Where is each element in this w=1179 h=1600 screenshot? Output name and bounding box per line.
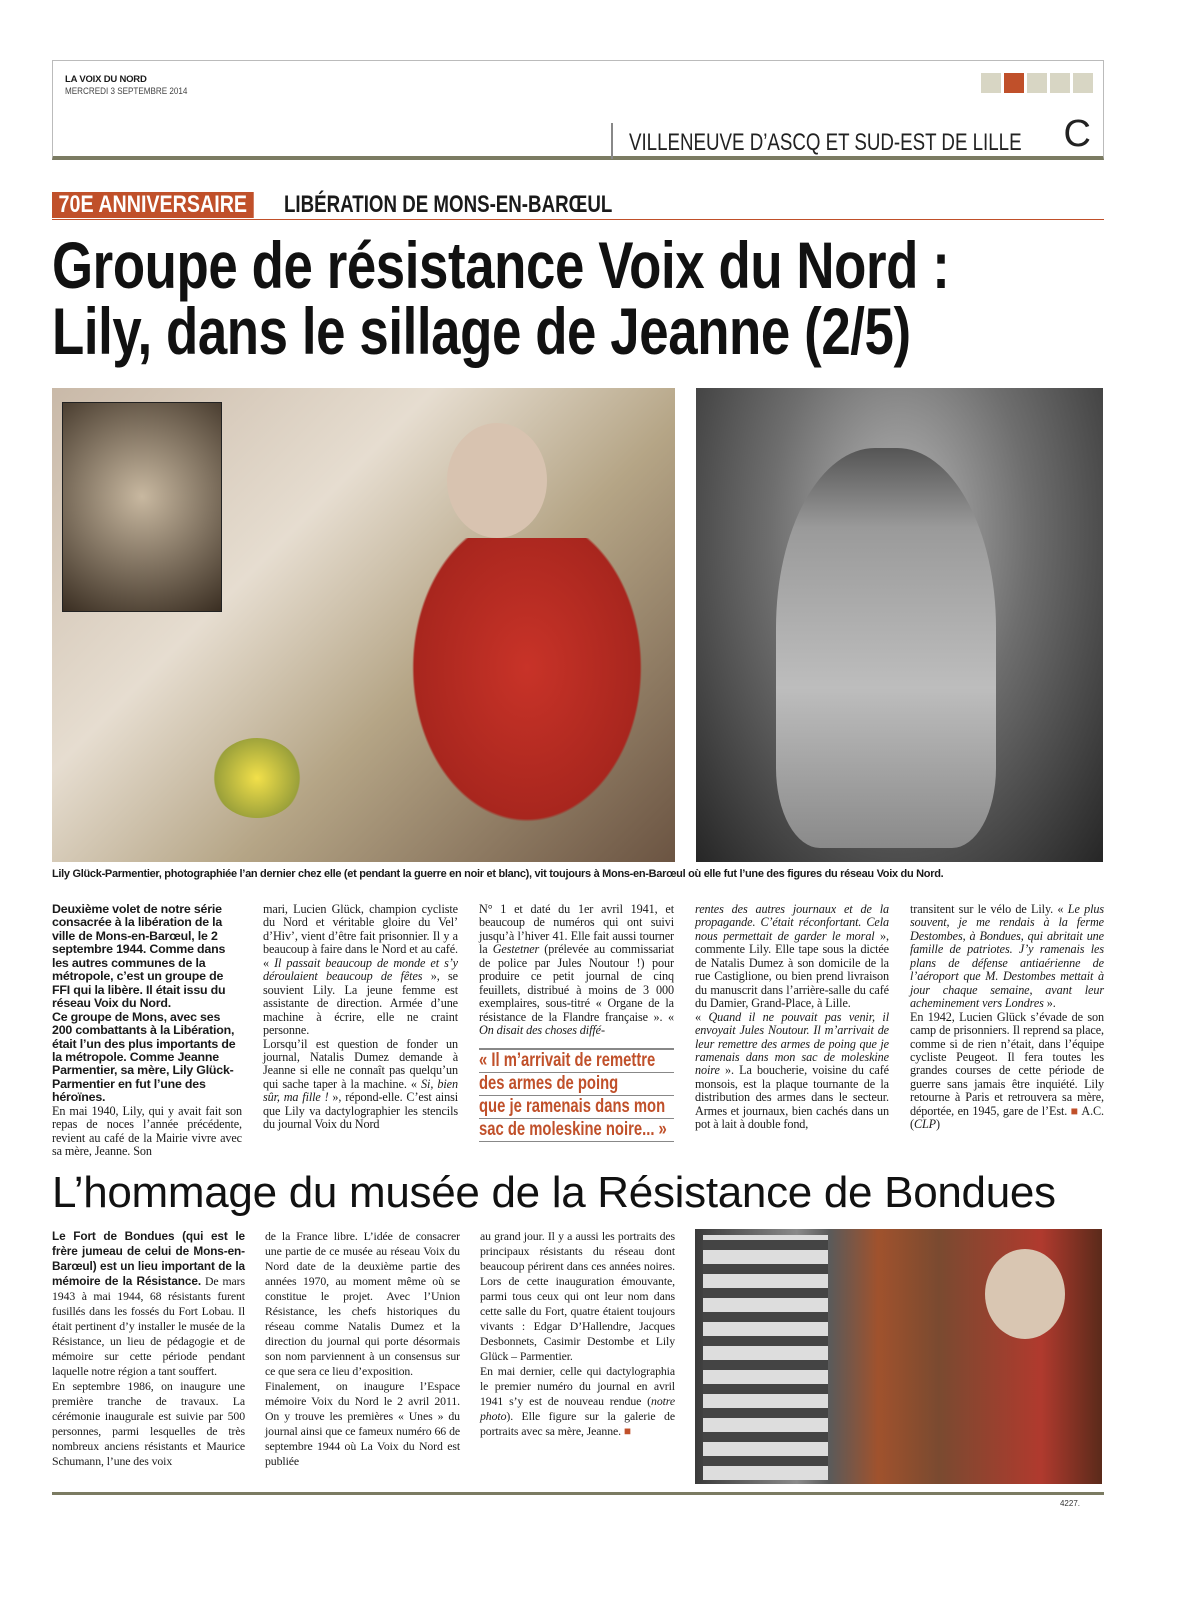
articles [52, 903, 1104, 1509]
quote-italic: rentes des autres journaux et de la propagande. C’était réconfortant. Cela nous permettait de garder le moral [695, 902, 889, 943]
portrait-gallery [703, 1235, 828, 1480]
photo-lily-wartime [696, 388, 1103, 862]
kicker-topic: LIBÉRATION DE MONS-EN-BARŒUL [284, 191, 613, 218]
section-letter: C [1063, 113, 1091, 155]
photo-lily-today [52, 388, 675, 862]
section-title: VILLENEUVE D’ASCQ ET SUD-EST DE LILLE [629, 129, 1022, 156]
paragraph: au grand jour. Il y a aussi les portraits des principaux résistants du réseau dont beaucoup périrent dans ces années noires. Lors de cette inauguration émouvante, parmi tous ceux qui ont leur nom dans cette salle du Fort, quatre étaient toujours vivants : Edgar D’Hallendre, Jacques Desbonnets, Casimir Destombe et Lily Glück – Parmentier. [480, 1228, 675, 1363]
article-column [52, 1229, 245, 1469]
pull-quote-line [479, 1096, 674, 1119]
newspaper-name: LA VOIX DU NORD [65, 74, 147, 85]
pull-quote-text: des armes de poing [479, 1072, 619, 1094]
pull-quote-text: que je ramenais dans mon [479, 1095, 666, 1117]
end-mark-icon: ■ [1070, 1103, 1079, 1118]
article-column [695, 903, 889, 1132]
paragraph: de la France libre. L’idée de consacrer une partie de ce musée au réseau Voix du Nord date de la deuxième partie des années 1970, au moment même où se constitue le projet. Avec l’Union Résistance, les chefs historiques du réseau comme Natalis Dumez et la direction du journal qui porte désormais son nom parviennent à un consensus sur ce que sera ce lieu d’exposition. [265, 1228, 460, 1378]
paragraph: En 1942, Lucien Glück s’évade de son camp de prisonniers. Il reprend sa place, comme si de rien n’était, dans l’équipe cycliste Peugeot. Il fera toutes les grandes courses de cette période de guerre sans jamais être inquiété. Lily retourne à Paris et retrouvera sa mère, déportée, en 1945, gare de l’Est. ■ A.C. (CLP) [910, 1009, 1104, 1132]
second-article-body [52, 1229, 1104, 1484]
quote-italic: Le plus souvent, je me rendais à la ferme Destombes, à Bondues, qui abritait une famille de patriotes. J’y ramenais les plans de défense antiaérienne de l’aéroport que M. Destombes mettait à jour chaque semaine, avant leur acheminement vers Londres [910, 902, 1104, 1011]
kicker-tag: 70E ANNIVERSAIRE [52, 192, 254, 218]
article-column [265, 1229, 460, 1469]
second-headline: L’hommage du musée de la Résistance de Bondues [52, 1167, 1056, 1217]
quote-italic: CLP [913, 1117, 937, 1132]
paragraph: N° 1 et daté du 1er avril 1941, et beaucoup de numéros qui ont suivi jusqu’à l’hiver 41. Elle fait aussi tourner la Gestetner (prélevée au commissariat de police par Jules Noutour !) pour produire ce petit journal de cinq feuillets, distribué à moins de 3 000 exemplaires, sous-titré « Organe de la résistance de la Flandre française ». « On disait des choses diffé- [479, 902, 675, 1038]
kicker [52, 192, 1104, 220]
article-column [263, 903, 458, 1132]
paragraph: En mai 1940, Lily, qui y avait fait son repas de noces l’année précédente, revient au café de la Mairie vivre avec sa mère, Jeanne. Son [52, 1103, 242, 1159]
paragraph: Lorsqu’il est question de fonder un journal, Natalis Dumez demande à Jeanne si elle ne connaît pas quelqu’un qui sache taper à la machine. « Si, bien sûr, ma fille ! », répond-elle. C’est ainsi que Lily va dactylographier les stencils du journal Voix du Nord [263, 1036, 459, 1132]
quote-italic: On disait des choses diffé- [479, 1023, 605, 1038]
issue-date: MERCREDI 3 SEPTEMBRE 2014 [65, 86, 188, 96]
article-column [479, 903, 674, 1038]
face [447, 423, 547, 538]
footer-rule [52, 1492, 1104, 1495]
paragraph: Le Fort de Bondues (qui est le frère jumeau de celui de Mons-en-Barœul) est un lieu important de la mémoire de la Résistance. De mars 1943 à mai 1944, 68 résistants furent fusillés dans les fossés du Fort Lobau. Il était pertinent d’y installer le musée de la Résistance, un lieu de pédagogie et de mémoire sur cette période pendant laquelle notre région a tant souffert. [52, 1228, 245, 1378]
article-column [910, 903, 1104, 1132]
article-column [52, 903, 242, 1159]
pull-quote-text: « Il m’arrivait de remettre [479, 1049, 656, 1071]
page-header [52, 60, 1104, 160]
quote-italic: notre photo [480, 1393, 675, 1423]
paragraph: mari, Lucien Glück, champion cycliste du Nord et véritable gloire du Vel’ d’Hiv’, vient d’être fait prisonnier. Il y a beaucoup à faire dans le Nord et au café. « Il passait beaucoup de monde et s’y déroulaient beaucoup de fêtes », se souvient Lily. La jeune femme est assistante de direction. Armée d’une machine à écrire, elle ne craint personne. [263, 902, 458, 1038]
portrait-inset [62, 402, 222, 612]
paragraph: Finalement, on inaugure l’Espace mémoire Voix du Nord le 2 avril 2011. On y trouve les premières « Unes » du journal ainsi que ce fameux numéro 66 de septembre 1944 où La Voix du Nord est publiée [265, 1378, 460, 1468]
headline-line-2: Lily, dans le sillage de Jeanne (2/5) [52, 294, 911, 368]
face [985, 1249, 1065, 1339]
page-code: 4227. [1059, 1498, 1080, 1508]
quote-italic: Il passait beaucoup de monde et s’y déroulaient beaucoup de fêtes [263, 955, 458, 984]
quote-italic: Si, bien sûr, ma fille ! [263, 1076, 458, 1105]
paragraph: transitent sur le vélo de Lily. « Le plus souvent, je me rendais à la ferme Destombes, à Bondues, qui abritait une famille de patriotes. J’y ramenais les plans de défense antiaérienne de l’aéroport que M. Destombes mettait à jour chaque semaine, avant leur acheminement vers Londres ». [910, 902, 1104, 1011]
article-column-with-quote [479, 903, 674, 1142]
section-indicator [981, 73, 1093, 93]
paragraph: Ce groupe de Mons, avec ses 200 combattants à la Libération, était l’un des plus importants de la métropole. Comme Jeanne Parmentier, sa mère, Lily Glück-Parmentier en fut l’une des héroïnes. [52, 1009, 236, 1105]
quote-italic: Gestetner [492, 942, 540, 957]
end-mark-icon: ■ [623, 1423, 631, 1438]
bold-lead: Le Fort de Bondues (qui est le frère jumeau de celui de Mons-en-Barœul) est un lieu important de la mémoire de la Résistance. [52, 1228, 245, 1288]
article-column [480, 1229, 675, 1439]
paragraph: rentes des autres journaux et de la propagande. C’était réconfortant. Cela nous permettait de garder le moral », commente Lily. Elle tape sous la dictée de Natalis Dumez à son domicile de la rue Castiglione, ou bien prend livraison du manuscrit dans l’arrière-salle du café du Damier, Grand-Place, à Lille. [695, 902, 889, 1011]
article-body [52, 903, 1104, 1159]
paragraph: En mai dernier, celle qui dactylographia le premier numéro du journal en avril 1941 s’y est de nouveau rendue (notre photo). Elle figure sur la galerie de portraits avec sa mère, Jeanne. ■ [480, 1363, 675, 1438]
flowers [212, 738, 302, 818]
quote-italic: Quand il ne pouvait pas venir, il envoyait Jules Noutour. Il m’arrivait de leur remettre des armes de poing que je ramenais dans mon sac de moleskine noire [695, 1009, 889, 1078]
pull-quote-line [479, 1119, 674, 1142]
paragraph: « Quand il ne pouvait pas venir, il envoyait Jules Noutour. Il m’arrivait de leur remettre des armes de poing que je ramenais dans mon sac de moleskine noire ». La boucherie, voisine du café monsois, est la plaque tournante de la distribution des armes dans le secteur. Armes et journaux, bien cachés dans un pot à lait à double fond, [695, 1009, 889, 1132]
person-figure [776, 448, 996, 848]
pull-quote-line [479, 1050, 674, 1073]
photo-caption: Lily Glück-Parmentier, photographiée l’an dernier chez elle (et pendant la guerre en noir et blanc), vit toujours à Mons-en-Barœul où elle fut l’une des figures du réseau Voix du Nord. [52, 868, 944, 880]
pull-quote-line [479, 1073, 674, 1096]
person-figure [382, 538, 672, 862]
pull-quote [479, 1048, 674, 1142]
pull-quote-text: sac de moleskine noire... » [479, 1118, 667, 1140]
paragraph: En septembre 1986, on inaugure une première tranche de travaux. La cérémonie inaugurale est suivie par 500 personnes, parmi lesquelles de très nombreux anciens résistants et Maurice Schumann, l’une des voix [52, 1378, 245, 1468]
headline-line-1: Groupe de résistance Voix du Nord : [52, 228, 950, 302]
paragraph: Deuxième volet de notre série consacrée à la libération de la ville de Mons-en-Barœul, le 2 septembre 1944. Comme dans les autres communes de la métropole, c’est un groupe de FFI qui la libère. Il était issu du réseau Voix du Nord. [52, 902, 226, 1011]
divider [611, 123, 613, 159]
photo-museum-visit [695, 1229, 1102, 1484]
